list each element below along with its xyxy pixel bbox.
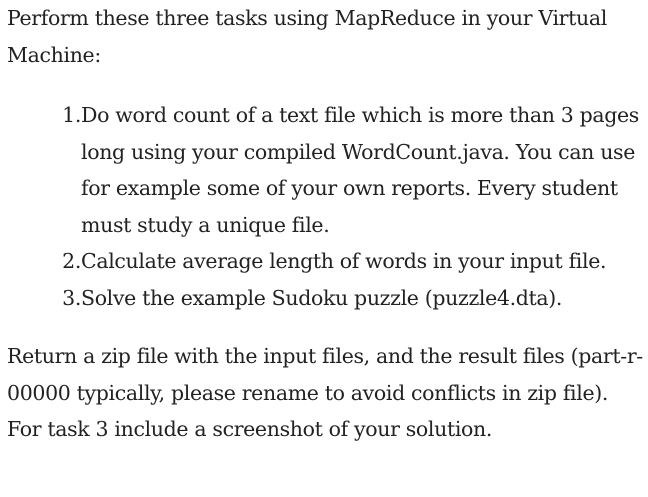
task-number: 2. <box>62 249 81 273</box>
task-text: Calculate average length of words in your input file. <box>81 249 607 273</box>
task-item-1 <box>7 97 643 243</box>
document-body <box>7 0 643 448</box>
task-item-2 <box>7 243 643 280</box>
task-item-3 <box>7 280 643 317</box>
task-number: 3. <box>62 285 81 310</box>
task-list <box>7 97 643 316</box>
task-text: Solve the example Sudoku puzzle (puzzle4.dta). <box>81 285 563 310</box>
task-text: Do word count of a text file which is more than 3 pages long using your compiled WordCount.java. You can use for example some of your own reports. Every student must study a unique file. <box>81 103 639 237</box>
outro-paragraph: Return a zip file with the input files, and the result files (part-r-00000 typically, please rename to avoid conflicts in zip file). For task 3 include a screenshot of your solution. <box>7 344 643 441</box>
task-number: 1. <box>62 103 81 127</box>
intro-paragraph: Perform these three tasks using MapReduce in your Virtual Machine: <box>7 6 607 67</box>
